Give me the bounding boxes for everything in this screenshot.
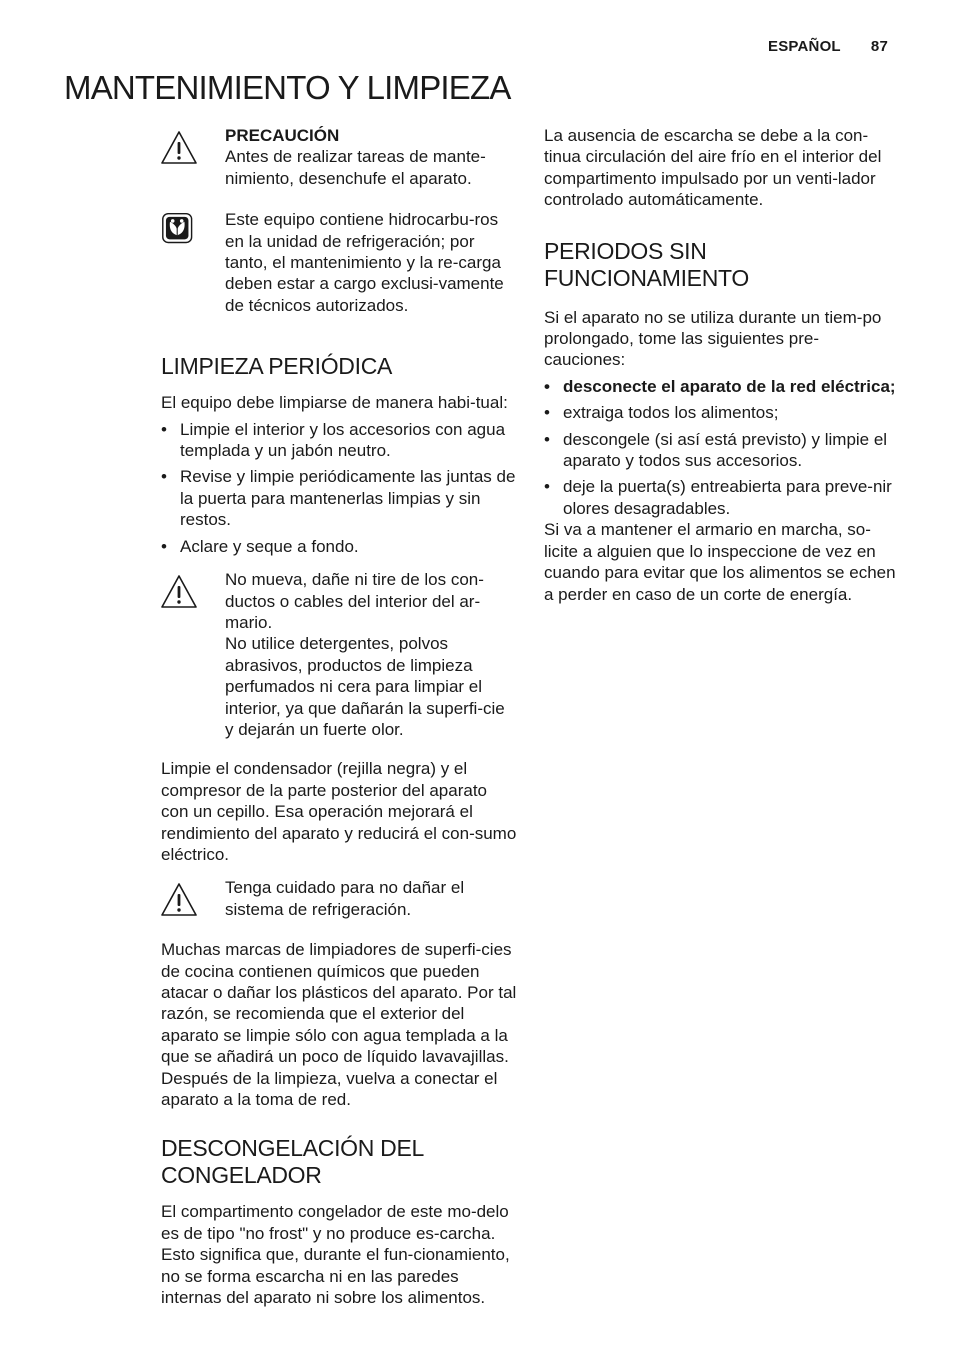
list-item: • Aclare y seque a fondo. [161, 536, 517, 557]
condenser-paragraph: Limpie el condensador (rejilla negra) y el compresor de la parte posterior del aparato con un cepillo. Esa operación mejorará el rendimiento del aparato y reducirá el con-sumo eléctrico. [161, 759, 517, 864]
defrost-paragraph-1: El compartimento congelador de este mo-delo es de tipo "no frost" y no produce es-carcha. Esto significa que, durante el fun-cionamiento, no se forma escarcha ni en las paredes internas del aparato ni sobre los alimentos. [161, 1202, 510, 1308]
periodic-intro: El equipo debe limpiarse de manera habi-tual: [161, 393, 508, 413]
idle-precautions-list [544, 376, 896, 519]
cleaners-paragraph: Muchas marcas de limpiadores de superfi-cies de cocina contienen químicos que pueden atacar o dañar los plásticos del aparato. Por tal razón, se recomienda que el exterior del aparato se limpie sólo con agua templada a la que se añadirá un poco de líquido lavavajillas. [161, 940, 517, 1067]
caution-title: PRECAUCIÓN [225, 126, 340, 145]
warning-triangle-icon [159, 881, 199, 919]
page-number: 87 [870, 38, 888, 55]
list-item: • desconecte el aparato de la red eléctrica; [544, 376, 896, 397]
caution-note [161, 125, 517, 189]
environment-note [161, 209, 517, 316]
section-heading-idle-periods: PERIODOS SIN FUNCIONAMIENTO [544, 237, 749, 291]
defrost-paragraph-2: La ausencia de escarcha se debe a la con-tinua circulación del aire frío en el interior del compartimento impulsado por un venti-lador controlado automáticamente. [544, 126, 882, 210]
cleaning-warning-note [161, 569, 517, 740]
after-cleaning-paragraph: Después de la limpieza, vuelva a conectar el aparato a la toma de red. [161, 1068, 498, 1110]
right-column [544, 125, 896, 605]
warning-triangle-icon [159, 573, 199, 611]
list-item: • deje la puerta(s) entreabierta para preve-nir olores desagradables. [544, 476, 896, 519]
idle-intro: Si el aparato no se utiliza durante un tiem-po prolongado, tome las siguientes pre-cauciones: [544, 307, 882, 370]
language-label: ESPAÑOL [768, 38, 841, 55]
periodic-cleaning-list [161, 419, 517, 557]
list-item: • extraiga todos los alimentos; [544, 402, 896, 423]
idle-closing-paragraph: Si va a mantener el armario en marcha, so-licite a alguien que lo inspeccione de vez en cuando para evitar que los alimentos se echen a perder en caso de un corte de energía. [544, 520, 896, 604]
left-column [161, 125, 517, 1308]
hydrocarbon-environment-icon [161, 211, 197, 247]
list-item: • descongele (si así está previsto) y limpie el aparato y todos sus accesorios. [544, 429, 896, 472]
refrigeration-warning-text: Tenga cuidado para no dañar el sistema de refrigeración. [225, 878, 465, 919]
page-header [768, 38, 888, 55]
cleaning-warning-text-2: No utilice detergentes, polvos abrasivos, productos de limpieza perfumados ni cera para limpiar el interior, ya que dañarán la superfi-cie y dejarán un fuerte olor. [225, 634, 505, 739]
environment-text: Este equipo contiene hidrocarbu-ros en la unidad de refrigeración; por tanto, el mantenimiento y la re-carga deben estar a cargo exclusi-vamente de técnicos autorizados. [225, 210, 504, 315]
page-title: MANTENIMIENTO Y LIMPIEZA [64, 69, 511, 106]
list-item: • Limpie el interior y los accesorios con agua templada y un jabón neutro. [161, 419, 517, 462]
refrigeration-warning-note [161, 877, 517, 920]
caution-text: Antes de realizar tareas de mante-nimiento, desenchufe el aparato. [225, 147, 486, 188]
warning-triangle-icon [159, 129, 199, 167]
section-heading-defrost: DESCONGELACIÓN DEL CONGELADOR [161, 1135, 424, 1189]
cleaning-warning-text-1: No mueva, dañe ni tire de los con-ductos o cables del interior del ar-mario. [225, 570, 484, 632]
list-item: • Revise y limpie periódicamente las juntas de la puerta para mantenerlas limpias y sin restos. [161, 466, 517, 530]
section-heading-periodic-cleaning: LIMPIEZA PERIÓDICA [161, 353, 393, 380]
